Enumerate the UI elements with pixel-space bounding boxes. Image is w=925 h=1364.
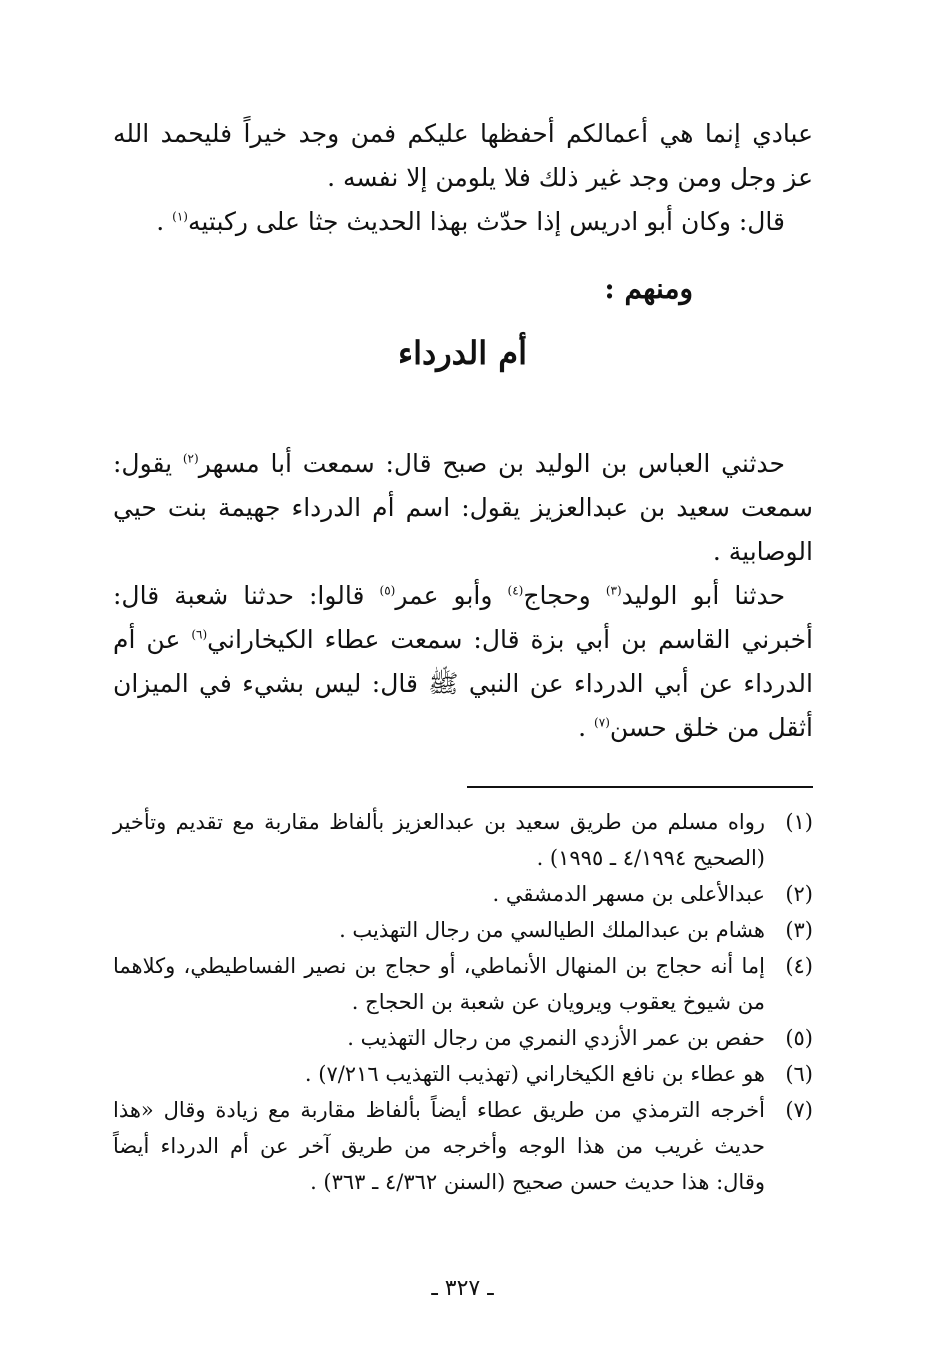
footnote-number: (٥) [785,1026,813,1050]
p2-text-c: وأبو عمر [395,581,508,610]
footnote-ref-3: (٣) [605,583,622,598]
footnote-number: (٤) [785,954,813,978]
footnote-text: رواه مسلم من طريق سعيد بن عبدالعزيز بألفاظ مقاربة مع تقديم وتأخير (الصحيح ٤/١٩٩٤ ـ ١٩٩٥) . [113,810,765,870]
footnote-3 [113,912,813,948]
footnote-number: (٢) [785,882,813,906]
footnote-4 [113,948,813,1020]
footnote-number: (٣) [785,918,813,942]
paragraph-hadith-end: عبادي إنما هي أعمالكم أحفظها عليكم فمن وجد خيراً فليحمد الله عز وجل ومن وجد غير ذلك فلا يلومن إلا نفسه . [113,119,813,192]
footnote-text: حفص بن عمر الأزدي النمري من رجال التهذيب . [347,1026,765,1050]
p2-text-f: . [578,713,595,742]
footnote-ref-7: (٧) [594,715,610,730]
footnote-2 [113,876,813,912]
p1-text-a: حدثني العباس بن الوليد بن صبح قال: سمعت أبا مسهر [198,449,785,478]
footnote-5 [113,1020,813,1056]
footnotes-list [113,804,813,1200]
top-text-block [113,112,813,244]
footnote-number: (١) [785,810,813,834]
footnote-ref-5: (٥) [379,583,396,598]
footnote-ref-6: (٦) [191,627,208,642]
main-text-block [113,442,813,750]
section-label: ومنهم : [604,272,693,305]
p1-text-b: يقول: سمعت سعيد بن عبدالعزيز يقول: اسم أم الدرداء جهيمة بنت حيي الوصابية . [113,449,813,566]
abu-idris-end: . [156,207,173,236]
paragraph-abu-idris [113,200,813,244]
footnote-1 [113,804,813,876]
paragraph-name-narration [113,442,813,574]
footnote-text: إما أنه حجاج بن المنهال الأنماطي، أو حجاج بن نصير الفساطيطي، وكلاهما من شيوخ يعقوب ويرويان عن شعبة بن الحجاج . [113,954,765,1014]
footnote-text: هو عطاء بن نافع الكيخاراني (تهذيب التهذيب ٧/٢١٦) . [304,1062,765,1086]
section-title: أم الدرداء [398,334,527,372]
p2-text-d: قالوا: حدثنا شعبة قال: أخبرني القاسم بن أبي بزة قال: سمعت عطاء الكيخاراني [113,581,814,654]
footnote-ref-2: (٢) [182,451,199,466]
footnote-divider [467,786,813,788]
abu-idris-text: قال: وكان أبو ادريس إذا حدّث بهذا الحديث جثا على ركبتيه [187,207,785,236]
footnote-7 [113,1092,813,1200]
p2-text-a: حدثنا أبو الوليد [621,581,786,610]
footnote-6 [113,1056,813,1092]
footnote-ref-4: (٤) [507,583,524,598]
footnote-text: عبدالأعلى بن مسهر الدمشقي . [492,882,765,906]
page-number: ـ ٣٢٧ ـ [431,1276,494,1301]
footnote-number: (٦) [785,1062,813,1086]
footnote-ref-1: (١) [172,209,188,224]
p2-text-b: وحجاج [523,581,606,610]
footnote-text: هشام بن عبدالملك الطيالسي من رجال التهذيب . [339,918,765,942]
footnote-text: أخرجه الترمذي من طريق عطاء أيضاً بألفاظ مقاربة مع زيادة وقال «هذا حديث غريب من هذا الوجه وأخرجه من طريق آخر عن أم الدرداء أيضاً وقال: هذا حديث حسن صحيح (السنن ٤/٣٦٢ ـ ٣٦٣) . [113,1098,765,1194]
p2-text-e: عن أم الدرداء عن أبي الدرداء عن النبي ﷺ قال: ليس بشيء في الميزان أثقل من خلق حسن [113,625,813,742]
footnote-number: (٧) [785,1098,813,1122]
paragraph-hadith-narration [113,574,813,750]
